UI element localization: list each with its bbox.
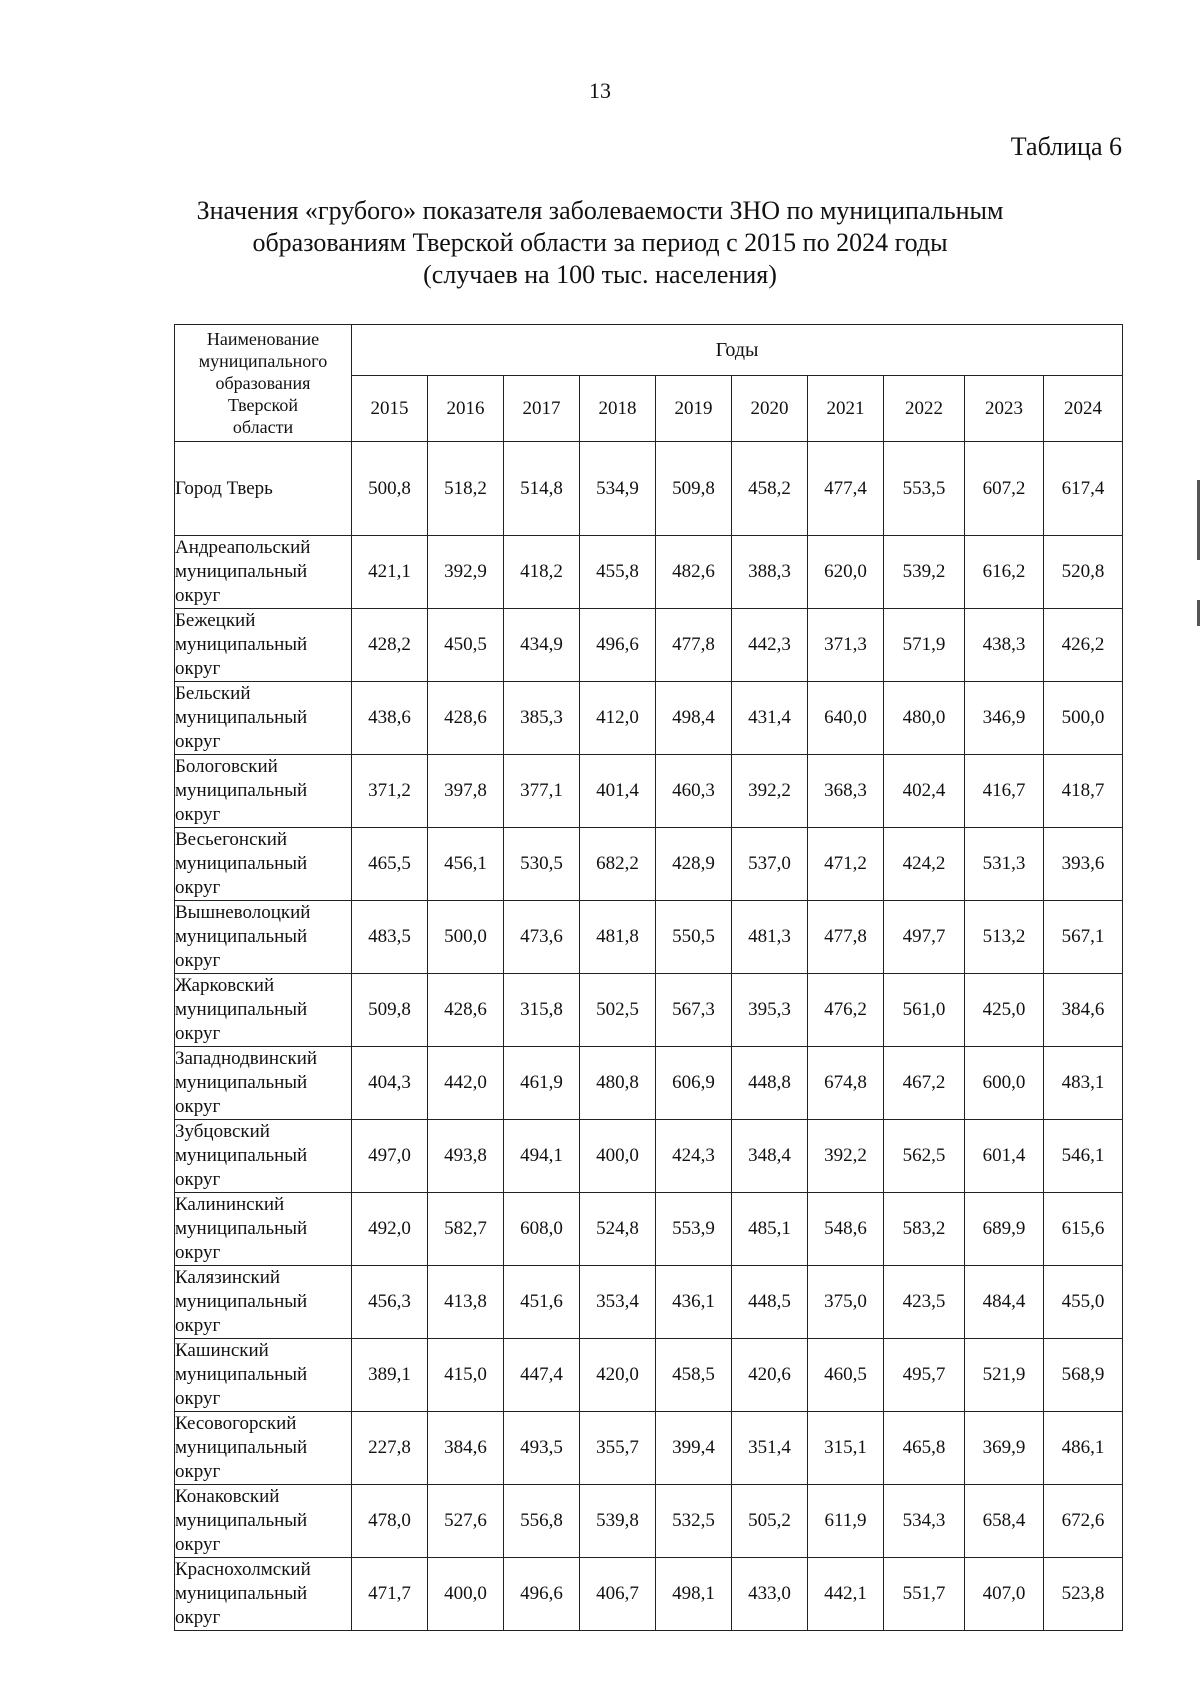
value-cell: 392,9: [428, 536, 504, 609]
value-cell: 451,6: [504, 1266, 580, 1339]
year-header-2022: 2022: [884, 376, 965, 442]
value-cell: 402,4: [884, 755, 965, 828]
value-cell: 513,2: [965, 901, 1044, 974]
value-cell: 551,7: [884, 1558, 965, 1631]
value-cell: 682,2: [580, 828, 656, 901]
value-cell: 393,6: [1044, 828, 1123, 901]
municipality-name-line: муниципальный: [175, 1583, 308, 1604]
value-cell: 348,4: [732, 1120, 808, 1193]
value-cell: 418,7: [1044, 755, 1123, 828]
municipality-name-line: Западнодвинский: [175, 1048, 318, 1069]
value-cell: 658,4: [965, 1485, 1044, 1558]
municipality-name-line: округ: [175, 1461, 221, 1482]
value-cell: 514,8: [504, 442, 580, 536]
table-row: [175, 1266, 1123, 1339]
value-cell: 418,2: [504, 536, 580, 609]
value-cell: 616,2: [965, 536, 1044, 609]
value-cell: 482,6: [656, 536, 732, 609]
value-cell: 509,8: [656, 442, 732, 536]
value-cell: 384,6: [1044, 974, 1123, 1047]
value-cell: 562,5: [884, 1120, 965, 1193]
header-line: Тверской: [228, 395, 298, 415]
value-cell: 369,9: [965, 1412, 1044, 1485]
value-cell: 493,8: [428, 1120, 504, 1193]
value-cell: 606,9: [656, 1047, 732, 1120]
municipality-name: [175, 901, 352, 974]
municipality-name-line: Кесовогорский: [175, 1413, 297, 1434]
value-cell: 351,4: [732, 1412, 808, 1485]
year-header-2015: 2015: [352, 376, 428, 442]
municipality-name: [175, 1339, 352, 1412]
value-cell: 477,8: [656, 609, 732, 682]
municipality-name-line: Бельский: [175, 683, 251, 704]
value-cell: 534,9: [580, 442, 656, 536]
value-cell: 505,2: [732, 1485, 808, 1558]
value-cell: 415,0: [428, 1339, 504, 1412]
value-cell: 465,8: [884, 1412, 965, 1485]
municipality-name-line: округ: [175, 585, 221, 606]
value-cell: 496,6: [504, 1558, 580, 1631]
table-row: [175, 1558, 1123, 1631]
value-cell: 509,8: [352, 974, 428, 1047]
title-line: Значения «грубого» показателя заболеваемости ЗНО по муниципальным: [196, 196, 1004, 225]
value-cell: 500,8: [352, 442, 428, 536]
year-header-2021: 2021: [808, 376, 884, 442]
value-cell: 420,6: [732, 1339, 808, 1412]
value-cell: 413,8: [428, 1266, 504, 1339]
value-cell: 392,2: [808, 1120, 884, 1193]
value-cell: 447,4: [504, 1339, 580, 1412]
value-cell: 567,3: [656, 974, 732, 1047]
value-cell: 496,6: [580, 609, 656, 682]
table-label: Таблица 6: [1010, 132, 1122, 161]
value-cell: 406,7: [580, 1558, 656, 1631]
value-cell: 368,3: [808, 755, 884, 828]
value-cell: 480,0: [884, 682, 965, 755]
municipality-name: [175, 1558, 352, 1631]
value-cell: 407,0: [965, 1558, 1044, 1631]
municipality-name-line: муниципальный: [175, 1072, 308, 1093]
value-cell: 481,3: [732, 901, 808, 974]
value-cell: 425,0: [965, 974, 1044, 1047]
value-cell: 420,0: [580, 1339, 656, 1412]
table-row: [175, 442, 1123, 536]
value-cell: 674,8: [808, 1047, 884, 1120]
value-cell: 400,0: [428, 1558, 504, 1631]
value-cell: 520,8: [1044, 536, 1123, 609]
years-group-header: Годы: [352, 325, 1123, 376]
value-cell: 438,3: [965, 609, 1044, 682]
value-cell: 423,5: [884, 1266, 965, 1339]
value-cell: 601,4: [965, 1120, 1044, 1193]
value-cell: 476,2: [808, 974, 884, 1047]
value-cell: 477,8: [808, 901, 884, 974]
value-cell: 436,1: [656, 1266, 732, 1339]
value-cell: 608,0: [504, 1193, 580, 1266]
value-cell: 483,1: [1044, 1047, 1123, 1120]
value-cell: 442,3: [732, 609, 808, 682]
value-cell: 467,2: [884, 1047, 965, 1120]
value-cell: 377,1: [504, 755, 580, 828]
municipality-name-line: муниципальный: [175, 1364, 308, 1385]
municipality-name-line: муниципальный: [175, 707, 308, 728]
value-cell: 477,4: [808, 442, 884, 536]
municipality-name-line: округ: [175, 658, 221, 679]
value-cell: 672,6: [1044, 1485, 1123, 1558]
table-row: [175, 1120, 1123, 1193]
value-cell: 460,5: [808, 1339, 884, 1412]
table-row: [175, 1047, 1123, 1120]
municipality-name-line: округ: [175, 1315, 221, 1336]
table-row: [175, 682, 1123, 755]
municipality-name-line: муниципальный: [175, 1437, 308, 1458]
value-cell: 556,8: [504, 1485, 580, 1558]
municipality-name-line: Конаковский: [175, 1486, 280, 1507]
municipality-name: [175, 755, 352, 828]
value-cell: 384,6: [428, 1412, 504, 1485]
value-cell: 483,5: [352, 901, 428, 974]
municipality-name-line: Город Тверь: [175, 477, 273, 499]
municipality-name-line: округ: [175, 804, 221, 825]
value-cell: 530,5: [504, 828, 580, 901]
municipality-name-line: округ: [175, 950, 221, 971]
value-cell: 460,3: [656, 755, 732, 828]
value-cell: 471,7: [352, 1558, 428, 1631]
value-cell: 494,1: [504, 1120, 580, 1193]
table-row: [175, 609, 1123, 682]
value-cell: 534,3: [884, 1485, 965, 1558]
value-cell: 500,0: [1044, 682, 1123, 755]
value-cell: 486,1: [1044, 1412, 1123, 1485]
value-cell: 456,3: [352, 1266, 428, 1339]
value-cell: 375,0: [808, 1266, 884, 1339]
municipality-name-line: округ: [175, 1607, 221, 1628]
value-cell: 518,2: [428, 442, 504, 536]
value-cell: 553,9: [656, 1193, 732, 1266]
value-cell: 424,2: [884, 828, 965, 901]
table-row: [175, 1193, 1123, 1266]
value-cell: 442,0: [428, 1047, 504, 1120]
table-title: [150, 195, 1050, 291]
value-cell: 498,4: [656, 682, 732, 755]
value-cell: 465,5: [352, 828, 428, 901]
municipality-name: [175, 1412, 352, 1485]
value-cell: 600,0: [965, 1047, 1044, 1120]
value-cell: 521,9: [965, 1339, 1044, 1412]
value-cell: 502,5: [580, 974, 656, 1047]
value-cell: 567,1: [1044, 901, 1123, 974]
value-cell: 523,8: [1044, 1558, 1123, 1631]
header-line: области: [232, 417, 294, 437]
value-cell: 553,5: [884, 442, 965, 536]
incidence-table: [174, 324, 1123, 1631]
municipality-name-line: Краснохолмский: [175, 1559, 311, 1580]
municipality-name-line: округ: [175, 1242, 221, 1263]
value-cell: 392,2: [732, 755, 808, 828]
value-cell: 400,0: [580, 1120, 656, 1193]
value-cell: 548,6: [808, 1193, 884, 1266]
year-header-2024: 2024: [1044, 376, 1123, 442]
municipality-name: [175, 536, 352, 609]
municipality-name-line: округ: [175, 1388, 221, 1409]
value-cell: 458,5: [656, 1339, 732, 1412]
value-cell: 607,2: [965, 442, 1044, 536]
value-cell: 546,1: [1044, 1120, 1123, 1193]
value-cell: 315,1: [808, 1412, 884, 1485]
municipality-name-line: Калининский: [175, 1194, 285, 1215]
municipality-name-line: Весьегонский: [175, 829, 288, 850]
value-cell: 532,5: [656, 1485, 732, 1558]
municipality-name: [175, 1485, 352, 1558]
year-header-2020: 2020: [732, 376, 808, 442]
value-cell: 397,8: [428, 755, 504, 828]
page-number: 13: [589, 78, 611, 103]
municipality-name-line: округ: [175, 731, 221, 752]
value-cell: 500,0: [428, 901, 504, 974]
value-cell: 524,8: [580, 1193, 656, 1266]
municipality-name: [175, 682, 352, 755]
value-cell: 480,8: [580, 1047, 656, 1120]
value-cell: 617,4: [1044, 442, 1123, 536]
municipality-name: [175, 1266, 352, 1339]
value-cell: 456,1: [428, 828, 504, 901]
municipality-name-line: Бологовский: [175, 756, 278, 777]
value-cell: 615,6: [1044, 1193, 1123, 1266]
municipality-name-line: Жарковский: [175, 975, 275, 996]
value-cell: 421,1: [352, 536, 428, 609]
table-row: [175, 755, 1123, 828]
municipality-name-line: округ: [175, 1096, 221, 1117]
value-cell: 455,8: [580, 536, 656, 609]
value-cell: 550,5: [656, 901, 732, 974]
value-cell: 568,9: [1044, 1339, 1123, 1412]
value-cell: 416,7: [965, 755, 1044, 828]
municipality-name-line: Андреапольский: [175, 537, 311, 558]
value-cell: 428,9: [656, 828, 732, 901]
table-row: [175, 536, 1123, 609]
value-cell: 497,0: [352, 1120, 428, 1193]
municipality-name-line: округ: [175, 1169, 221, 1190]
year-header-2017: 2017: [504, 376, 580, 442]
value-cell: 484,4: [965, 1266, 1044, 1339]
header-line: образования: [215, 373, 311, 393]
title-line: (случаев на 100 тыс. населения): [423, 260, 777, 289]
value-cell: 640,0: [808, 682, 884, 755]
municipality-name: [175, 1120, 352, 1193]
value-cell: 399,4: [656, 1412, 732, 1485]
value-cell: 495,7: [884, 1339, 965, 1412]
table-row: [175, 974, 1123, 1047]
value-cell: 473,6: [504, 901, 580, 974]
value-cell: 539,2: [884, 536, 965, 609]
value-cell: 412,0: [580, 682, 656, 755]
municipality-name-line: Кашинский: [175, 1340, 269, 1361]
value-cell: 689,9: [965, 1193, 1044, 1266]
value-cell: 571,9: [884, 609, 965, 682]
year-header-2016: 2016: [428, 376, 504, 442]
value-cell: 385,3: [504, 682, 580, 755]
municipality-name: [175, 974, 352, 1047]
value-cell: 583,2: [884, 1193, 965, 1266]
value-cell: 404,3: [352, 1047, 428, 1120]
municipality-name: [175, 828, 352, 901]
value-cell: 493,5: [504, 1412, 580, 1485]
value-cell: 471,2: [808, 828, 884, 901]
value-cell: 388,3: [732, 536, 808, 609]
value-cell: 401,4: [580, 755, 656, 828]
header-line: муниципального: [198, 351, 328, 371]
value-cell: 433,0: [732, 1558, 808, 1631]
value-cell: 458,2: [732, 442, 808, 536]
municipality-name-line: округ: [175, 1023, 221, 1044]
municipality-name-line: муниципальный: [175, 780, 308, 801]
year-header-2018: 2018: [580, 376, 656, 442]
municipality-name-line: муниципальный: [175, 926, 308, 947]
municipality-name-line: округ: [175, 877, 221, 898]
value-cell: 497,7: [884, 901, 965, 974]
value-cell: 455,0: [1044, 1266, 1123, 1339]
table-row: [175, 1485, 1123, 1558]
value-cell: 481,8: [580, 901, 656, 974]
value-cell: 434,9: [504, 609, 580, 682]
municipality-name: [175, 1047, 352, 1120]
municipality-name: [175, 609, 352, 682]
value-cell: 537,0: [732, 828, 808, 901]
municipality-name-line: муниципальный: [175, 634, 308, 655]
table-row: [175, 828, 1123, 901]
municipality-name-line: муниципальный: [175, 561, 308, 582]
table-row: [175, 901, 1123, 974]
value-cell: 395,3: [732, 974, 808, 1047]
value-cell: 485,1: [732, 1193, 808, 1266]
value-cell: 611,9: [808, 1485, 884, 1558]
municipality-name-line: муниципальный: [175, 853, 308, 874]
value-cell: 448,5: [732, 1266, 808, 1339]
value-cell: 478,0: [352, 1485, 428, 1558]
value-cell: 531,3: [965, 828, 1044, 901]
value-cell: 389,1: [352, 1339, 428, 1412]
value-cell: 371,2: [352, 755, 428, 828]
value-cell: 353,4: [580, 1266, 656, 1339]
value-cell: 450,5: [428, 609, 504, 682]
municipality-name-line: муниципальный: [175, 1218, 308, 1239]
value-cell: 527,6: [428, 1485, 504, 1558]
value-cell: 227,8: [352, 1412, 428, 1485]
value-cell: 620,0: [808, 536, 884, 609]
municipality-name: [175, 1193, 352, 1266]
value-cell: 428,6: [428, 974, 504, 1047]
value-cell: 315,8: [504, 974, 580, 1047]
value-cell: 582,7: [428, 1193, 504, 1266]
value-cell: 461,9: [504, 1047, 580, 1120]
municipality-name-line: Вышневолоцкий: [175, 902, 311, 923]
value-cell: 428,2: [352, 609, 428, 682]
value-cell: 431,4: [732, 682, 808, 755]
value-cell: 426,2: [1044, 609, 1123, 682]
value-cell: 424,3: [656, 1120, 732, 1193]
value-cell: 438,6: [352, 682, 428, 755]
year-header-2023: 2023: [965, 376, 1044, 442]
municipality-name-line: муниципальный: [175, 1510, 308, 1531]
municipality-name-line: Зубцовский: [175, 1121, 270, 1142]
value-cell: 492,0: [352, 1193, 428, 1266]
municipality-name: [175, 442, 352, 536]
value-cell: 428,6: [428, 682, 504, 755]
municipality-name-line: муниципальный: [175, 1291, 308, 1312]
municipality-name-line: Бежецкий: [175, 610, 256, 631]
value-cell: 442,1: [808, 1558, 884, 1631]
value-cell: 539,8: [580, 1485, 656, 1558]
title-line: образованиям Тверской области за период с 2015 по 2024 годы: [252, 228, 948, 257]
municipality-name-line: муниципальный: [175, 999, 308, 1020]
municipality-name-line: Калязинский: [175, 1267, 281, 1288]
year-header-2019: 2019: [656, 376, 732, 442]
table-row: [175, 1339, 1123, 1412]
table-row: [175, 1412, 1123, 1485]
municipality-column-header: [175, 325, 352, 442]
value-cell: 355,7: [580, 1412, 656, 1485]
value-cell: 561,0: [884, 974, 965, 1047]
value-cell: 371,3: [808, 609, 884, 682]
municipality-name-line: округ: [175, 1534, 221, 1555]
value-cell: 498,1: [656, 1558, 732, 1631]
value-cell: 448,8: [732, 1047, 808, 1120]
municipality-name-line: муниципальный: [175, 1145, 308, 1166]
value-cell: 346,9: [965, 682, 1044, 755]
header-line: Наименование: [206, 329, 320, 349]
